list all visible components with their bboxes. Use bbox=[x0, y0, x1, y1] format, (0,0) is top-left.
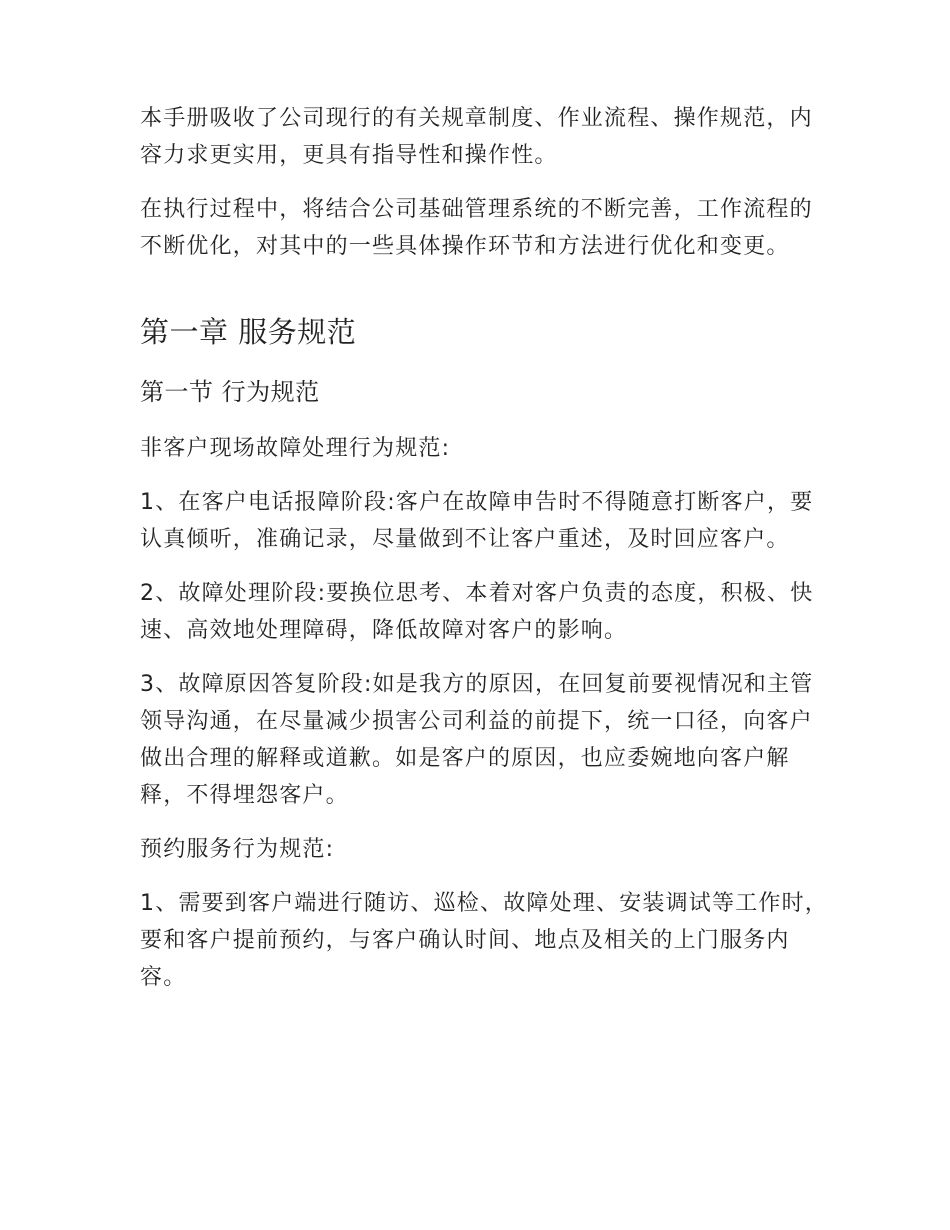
fault-handling-heading: 非客户现场故障处理行为规范: bbox=[140, 436, 451, 461]
booking-service-heading: 预约服务行为规范: bbox=[140, 837, 335, 862]
booking-service-item-1: 1、需要到客户端进行随访、巡检、故障处理、安装调试等工作时，要和客户提前预约，与客户确认时间、地点及相关的上门服务内容。 bbox=[140, 891, 828, 990]
fault-handling-item-2: 2、故障处理阶段:要换位思考、本着对客户负责的态度，积极、快速、高效地处理障碍，降低故障对客户的影响。 bbox=[140, 581, 814, 643]
intro-paragraph-2: 在执行过程中，将结合公司基础管理系统的不断完善，工作流程的不断优化，对其中的一些具体操作环节和方法进行优化和变更。 bbox=[140, 197, 813, 259]
chapter-title: 第一章 服务规范 bbox=[140, 315, 357, 349]
fault-handling-item-3: 3、故障原因答复阶段:如是我方的原因，在回复前要视情况和主管领导沟通，在尽量减少损害公司利益的前提下，统一口径，向客户做出合理的解释或道歉。如是客户的原因，也应委婉地向客户解释，不得埋怨客户。 bbox=[140, 672, 814, 808]
intro-paragraph-1: 本手册吸收了公司现行的有关规章制度、作业流程、操作规范，内容力求更实用，更具有指导性和操作性。 bbox=[140, 106, 813, 168]
section-title: 第一节 行为规范 bbox=[140, 378, 320, 406]
document-page bbox=[140, 100, 830, 1013]
fault-handling-item-1: 1、在客户电话报障阶段:客户在故障申告时不得随意打断客户，要认真倾听，准确记录，尽量做到不让客户重述，及时回应客户。 bbox=[140, 490, 814, 552]
